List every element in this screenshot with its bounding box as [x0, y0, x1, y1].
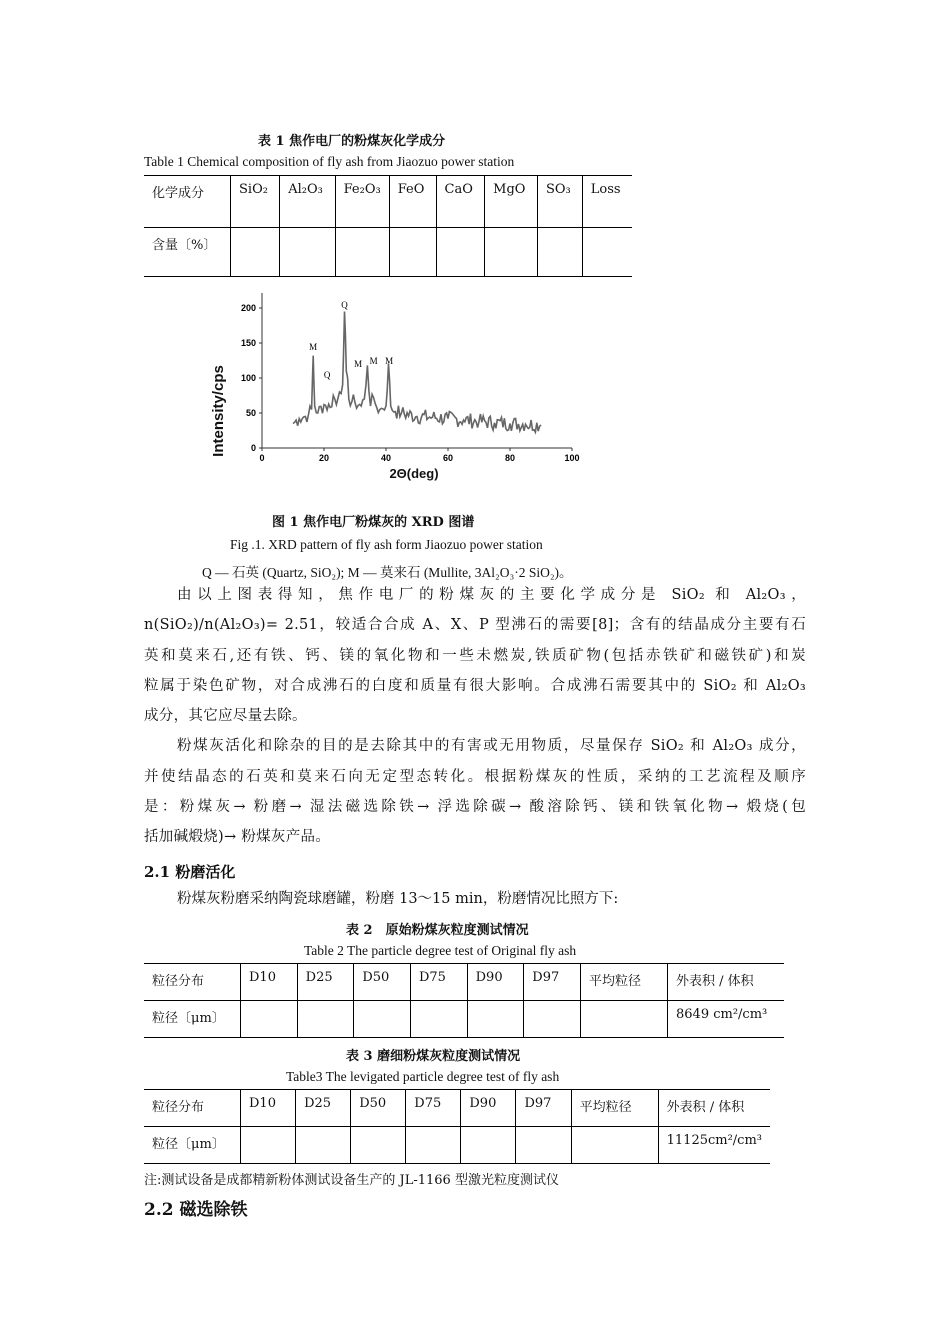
table-cell — [297, 1001, 354, 1038]
xrd-peak-label: Q — [341, 300, 348, 310]
table2 — [144, 963, 784, 1038]
table1-header: Loss — [582, 176, 632, 228]
table-cell — [280, 228, 335, 277]
table-cell — [241, 1001, 298, 1038]
table3-header: D75 — [406, 1090, 461, 1127]
paragraph-line: 由以上图表得知，焦作电厂的粉煤灰的主要化学成分是 SiO₂ 和 Al₂O₃， — [177, 587, 806, 603]
table-cell — [485, 228, 538, 277]
xrd-x-tick-label: 20 — [318, 453, 330, 463]
table2-header: D97 — [524, 964, 581, 1001]
table-cell — [571, 1127, 658, 1164]
table3-header: D90 — [461, 1090, 516, 1127]
table2-row-label: 粒径〔μm〕 — [144, 1001, 241, 1038]
table-cell — [241, 1127, 296, 1164]
table3-header: D25 — [296, 1090, 351, 1127]
table3-header: 平均粒径 — [571, 1090, 658, 1127]
table1 — [144, 175, 632, 277]
xrd-peak-label: M — [309, 342, 318, 352]
xrd-y-tick-label: 200 — [240, 303, 256, 313]
xrd-y-tick-label: 100 — [240, 373, 256, 383]
xrd-ylabel: Intensity/cps — [210, 365, 227, 457]
table-cell — [516, 1127, 571, 1164]
body-text — [144, 580, 806, 853]
section-2-1-heading: 2.1 粉磨活化 — [144, 863, 236, 881]
table-cell — [351, 1127, 406, 1164]
xrd-x-tick-label: 80 — [504, 453, 516, 463]
table-cell — [436, 228, 485, 277]
table3-caption-cn: 表 3 磨细粉煤灰粒度测试情况 — [346, 1049, 521, 1064]
table2-area-value: 8649 cm²/cm³ — [668, 1001, 785, 1038]
table1-header: MgO — [485, 176, 538, 228]
table2-header: D50 — [354, 964, 411, 1001]
table3-header: D50 — [351, 1090, 406, 1127]
paragraph-line: 是：粉煤灰→ 粉磨→ 湿法磁选除铁→ 浮选除碳→ 酸溶除钙、镁和铁氧化物→ 煅烧(包 — [144, 799, 806, 816]
table3 — [144, 1089, 770, 1164]
xrd-peak-label: M — [385, 356, 394, 366]
table2-header: 外表积 / 体积 — [668, 964, 785, 1001]
xrd-peak-label: M — [369, 356, 378, 366]
table-cell — [581, 1001, 668, 1038]
table-cell — [537, 228, 582, 277]
xrd-xlabel: 2Θ(deg) — [389, 466, 439, 481]
table-cell — [582, 228, 632, 277]
xrd-x-tick-label: 100 — [564, 453, 580, 463]
table3-area-value: 11125cm²/cm³ — [658, 1127, 770, 1164]
table1-header: SiO₂ — [231, 176, 280, 228]
table1-header: CaO — [436, 176, 485, 228]
paragraph-line: n(SiO₂)/n(Al₂O₃)= 2.51，较适合合成 A、X、P 型沸石的需要[8]；含有的结晶成分主要有石 — [144, 617, 806, 634]
table-cell — [335, 228, 389, 277]
table2-header: D75 — [410, 964, 467, 1001]
xrd-x-tick-label: 0 — [259, 453, 265, 463]
table2-header: D90 — [467, 964, 524, 1001]
table1-caption-cn: 表 1 焦作电厂的粉煤灰化学成分 — [258, 134, 446, 149]
table-cell — [410, 1001, 467, 1038]
table1-header: FeO — [389, 176, 436, 228]
table3-caption-en: Table3 The levigated particle degree test of fly ash — [286, 1069, 560, 1084]
table2-caption-cn: 表 2 原始粉煤灰粒度测试情况 — [346, 923, 529, 938]
table1-caption-en: Table 1 Chemical composition of fly ash from Jiaozuo power station — [144, 154, 515, 169]
table-note: 注:测试设备是成都精新粉体测试设备生产的 JL-1166 型激光粒度测试仪 — [144, 1173, 559, 1188]
table1-header: SO₃ — [537, 176, 582, 228]
table1-header: Al₂O₃ — [280, 176, 335, 228]
table3-header: D97 — [516, 1090, 571, 1127]
xrd-y-tick-label: 0 — [250, 443, 256, 453]
paragraph-line: 粉煤灰活化和除杂的目的是去除其中的有害或无用物质，尽量保存 SiO₂ 和 Al₂O₃ 成分， — [177, 738, 806, 755]
table-cell — [389, 228, 436, 277]
xrd-y-tick-label: 150 — [240, 338, 256, 348]
xrd-peak-label: M — [354, 358, 363, 369]
table1-header: 化学成分 — [144, 176, 231, 228]
table-cell — [406, 1127, 461, 1164]
table2-header: 粒径分布 — [144, 964, 241, 1001]
table3-header: D10 — [241, 1090, 296, 1127]
table-cell — [231, 228, 280, 277]
figure1-caption-en: Fig .1. XRD pattern of fly ash form Jiaozuo power station — [230, 537, 543, 552]
paragraph-line: 括加碱煅烧)→ 粉煤灰产品。 — [144, 829, 331, 846]
section-2-1-text: 粉煤灰粉磨采纳陶瓷球磨罐，粉磨 13～15 min，粉磨情况比照方下: — [177, 891, 619, 907]
paragraph-line: 粒属于染色矿物，对合成沸石的白度和质量有很大影响。合成沸石需要其中的 SiO₂ 和 Al₂O₃ — [144, 677, 806, 694]
table3-header: 外表积 / 体积 — [658, 1090, 770, 1127]
section-2-2-heading: 2.2 磁选除铁 — [144, 1200, 248, 1220]
paragraph-line: 成分，其它应尽量去除。 — [144, 708, 307, 725]
table-cell — [354, 1001, 411, 1038]
table2-header: D10 — [241, 964, 298, 1001]
table2-header: 平均粒径 — [581, 964, 668, 1001]
paragraph-line: 并使结晶态的石英和莫来石向无定型态转化。根据粉煤灰的性质，采纳的工艺流程及顺序 — [144, 768, 806, 785]
table-cell — [461, 1127, 516, 1164]
table2-caption-en: Table 2 The particle degree test of Original fly ash — [304, 943, 577, 958]
table1-row-label: 含量〔%〕 — [144, 228, 231, 277]
table2-header: D25 — [297, 964, 354, 1001]
figure1-legend: Q — 石英 (Quartz, SiO₂); M — 莫来石 (Mullite, 3Al₂O₃·2 SiO₂)。 — [202, 565, 573, 580]
table-cell — [296, 1127, 351, 1164]
table1-header: Fe₂O₃ — [335, 176, 389, 228]
xrd-chart — [200, 286, 600, 486]
table-cell — [467, 1001, 524, 1038]
table-cell — [524, 1001, 581, 1038]
figure1-caption-cn: 图 1 焦作电厂粉煤灰的 XRD 图谱 — [272, 515, 475, 530]
xrd-y-tick-label: 50 — [245, 408, 256, 418]
table3-row-label: 粒径〔μm〕 — [144, 1127, 241, 1164]
paragraph-line: 英和莫来石,还有铁、钙、镁的氧化物和一些未燃炭,铁质矿物(包括赤铁矿和磁铁矿)和炭 — [144, 647, 806, 664]
table3-header: 粒径分布 — [144, 1090, 241, 1127]
xrd-x-tick-label: 60 — [442, 453, 454, 463]
xrd-x-tick-label: 40 — [380, 453, 392, 463]
xrd-peak-label: Q — [323, 370, 331, 380]
